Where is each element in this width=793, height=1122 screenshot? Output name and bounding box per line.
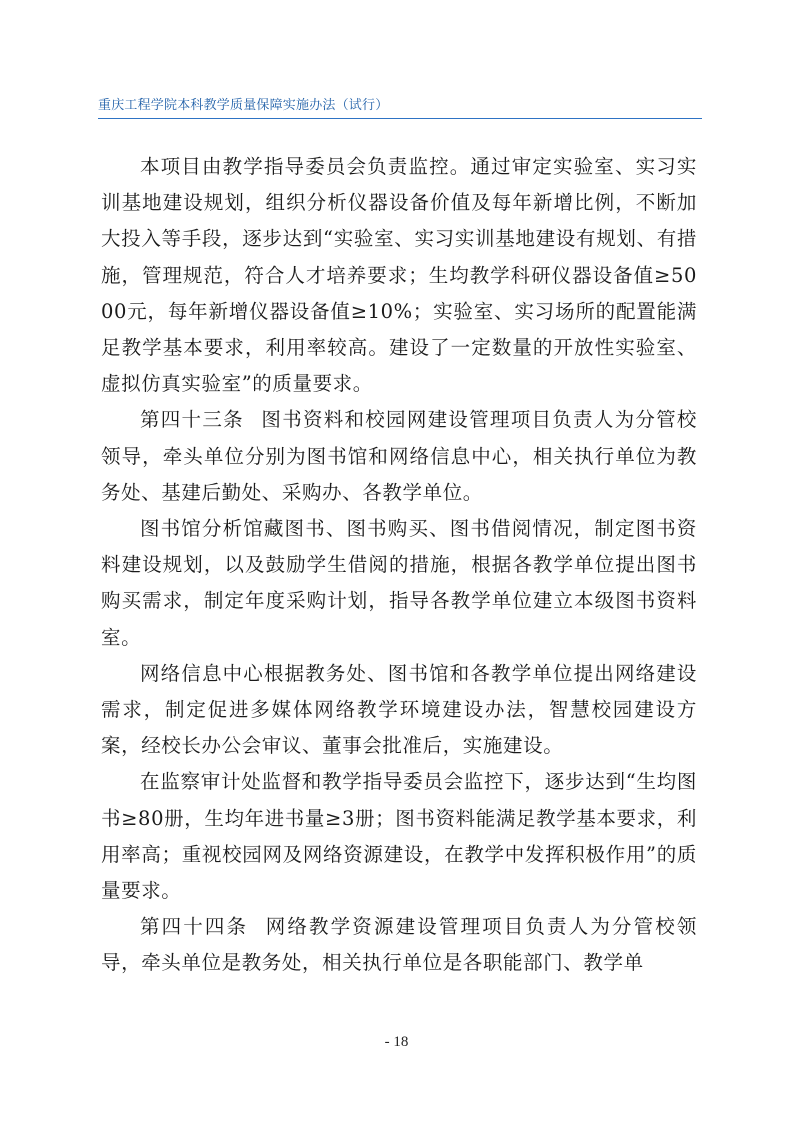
paragraph-network-center (101, 656, 697, 765)
paragraph-text: 网络信息中心根据教务处、图书馆和各教学单位提出网络建设需求，制定促进多媒体网络教学环境建设办法，智慧校园建设方案，经校长办公会审议、董事会批准后，实施建设。 (101, 661, 697, 758)
paragraph-lab-monitoring (101, 149, 697, 402)
article-43 (101, 402, 697, 511)
page-number: - 18 (384, 1034, 409, 1050)
document-title: 重庆工程学院本科教学质量保障实施办法（试行） (98, 98, 389, 113)
body-text (101, 149, 697, 982)
paragraph-text: 网络教学资源建设管理项目负责人为分管校领导，牵头单位是教务处，相关执行单位是各职能部门、教学单 (101, 915, 697, 975)
article-44 (101, 909, 697, 981)
paragraph-text: 本项目由教学指导委员会负责监控。通过审定实验室、实习实训基地建设规划，组织分析仪器设备价值及每年新增比例，不断加大投入等手段，逐步达到“实验室、实习实训基地建设有规划、有措施，管理规范，符合人才培养要求；生均教学科研仪器设备值≥5000元，每年新增仪器设备值≥10%；实验室、实习场所的配置能满足教学基本要求，利用率较高。建设了一定数量的开放性实验室、虚拟仿真实验室”的质量要求。 (101, 155, 697, 396)
paragraph-text: 图书馆分析馆藏图书、图书购买、图书借阅情况，制定图书资料建设规划，以及鼓励学生借阅的措施，根据各教学单位提出图书购买需求，制定年度采购计划，指导各教学单位建立本级图书资料室。 (101, 517, 697, 649)
paragraph-library (101, 511, 697, 656)
paragraph-text: 图书资料和校园网建设管理项目负责人为分管校领导，牵头单位分别为图书馆和网络信息中心，相关执行单位为教务处、基建后勤处、采购办、各教学单位。 (101, 408, 697, 504)
article-number: 第四十三条 (140, 408, 244, 432)
header-divider (98, 118, 702, 119)
article-number: 第四十四条 (140, 915, 249, 939)
paragraph-text: 在监察审计处监督和教学指导委员会监控下，逐步达到“生均图书≥80册，生均年进书量≥3册；图书资料能满足教学基本要求，利用率高；重视校园网及网络资源建设，在教学中发挥积极作用”的质量要求。 (101, 770, 697, 903)
paragraph-library-quality (101, 764, 697, 909)
running-header (98, 94, 702, 120)
